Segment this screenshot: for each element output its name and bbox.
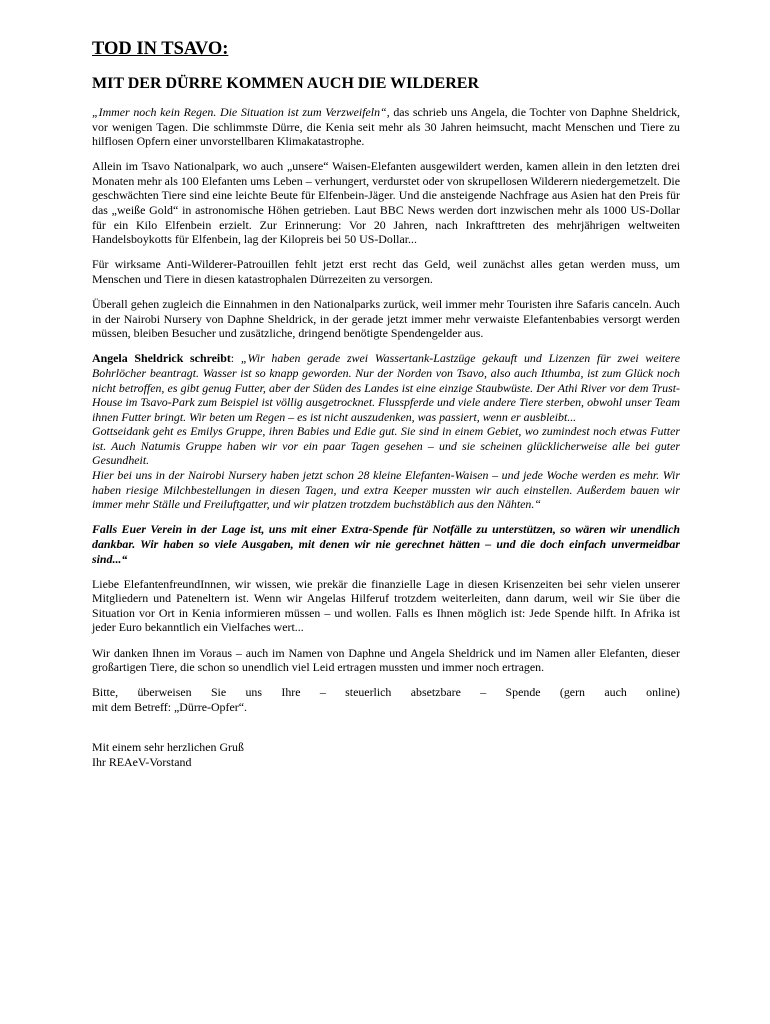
transfer-word: überweisen [137,685,192,700]
quote-colon: : [230,351,241,366]
transfer-word: online) [646,685,680,700]
page-subtitle: MIT DER DÜRRE KOMMEN AUCH DIE WILDERER [92,75,479,92]
transfer-word: steuerlich [345,685,392,700]
quote-speaker: Angela Sheldrick schreibt [92,351,231,366]
paragraph-thanks: Wir danken Ihnen im Voraus – auch im Namen von Daphne und Angela Sheldrick und im Namen aller Elefanten, dieser großartigen Tiere, die schon so unendlich viel Leid ertragen mussten und immer noch ertragen. [92,645,680,675]
transfer-word: absetzbare [410,685,461,700]
transfer-line-1 [92,685,680,700]
paragraph-transfer [92,685,680,714]
transfer-line-2: mit dem Betreff: „Dürre-Opfer“. [92,699,247,714]
transfer-word: auch [604,685,627,700]
paragraph-angela-quote-3: Hier bei uns in der Nairobi Nursery haben jetzt schon 28 kleine Elefanten-Waisen – und jede Woche werden es mehr. Wir haben riesige Milchbestellungen in diesen Tagen, und extra Keeper mussten wir auch einstellen. Außerdem bauen wir immer mehr Ställe und Freiluftgatter, und wir platzen trotzdem buchstäblich aus den Nähten.“ [92,468,680,512]
paragraph-intro [92,105,680,149]
transfer-word: uns [245,685,263,700]
transfer-word: Bitte, [92,685,119,700]
paragraph-tsavo: Allein im Tsavo Nationalpark, wo auch „unsere“ Waisen-Elefanten ausgewildert werden, kamen allein in den letzten drei Monaten mehr als 100 Elefanten ums Leben – verhungert, verdurstet oder von skrupellosen Wilderern niedergemetzelt. Die geschwächten Tiere sind eine leichte Beute für Elfenbein-Jäger. Und die ansteigende Nachfrage aus Asien hat den Preis für das „weiße Gold“ in astronomische Höhen getrieben. Laut BBC News werden dort inzwischen mehr als 1000 US-Dollar für ein Kilo Elfenbein erzielt. Zur Erinnerung: Vor 20 Jahren, nach Inkrafttreten des mehrjährigen weltweiten Handelsboykotts für Elfenbein, lag der Kilopreis bei 50 US-Dollar... [92,159,680,247]
transfer-word: – [480,685,487,700]
quote-part-1: „Wir haben gerade zwei Wassertank-Lastzüge gekauft und Lizenzen für zwei weitere Bohrlöcher beantragt. Wasser ist so knapp geworden. Nur der Norden von Tsavo, also auch Ithumba, ist zum Glück noch nicht betroffen, es gibt genug Futter, aber der Süden des Landes ist eine einzige Staubwüste. Der Athi River vor dem Trust-House im Tsavo-Park zum Beispiel ist völlig ausgetrocknet. Flusspferde und viele andere Tiere sterben, obwohl unser Team ihnen Futter bringt. Wir beten um Regen – es ist nicht auszudenken, was passiert, wenn er ausbleibt... [92,351,680,424]
closing-signature: Ihr REAeV-Vorstand [92,754,192,769]
transfer-word: Spende [505,685,541,700]
transfer-word: Sie [210,685,227,700]
paragraph-angela-quote [92,351,680,424]
closing-greeting: Mit einem sehr herzlichen Gruß [92,740,244,755]
page-title: TOD IN TSAVO: [92,39,229,59]
transfer-word: – [319,685,326,700]
intro-quote: „Immer noch kein Regen. Die Situation ist zum Verzweifeln“ [92,105,387,119]
intro-text: , das schrieb uns Angela, die Tochter von Daphne Sheldrick, vor wenigen Tagen. Die schlimmste Dürre, die Kenia seit mehr als 30 Jahren heimsucht, macht Menschen und Tiere zu hilflosen Opfern einer unvorstellbaren Klimakatastrophe. [92,105,681,149]
paragraph-income: Überall gehen zugleich die Einnahmen in den Nationalparks zurück, weil immer mehr Touristen ihre Safaris canceln. Auch in der Nairobi Nursery von Daphne Sheldrick, in der gerade jetzt immer mehr verwaiste Elefantenbabies versorgt werden müssen, bleiben Besucher und zusätzliche, dringend benötigte Spendengelder aus. [92,297,680,341]
paragraph-appeal: Falls Euer Verein in der Lage ist, uns mit einer Extra-Spende für Notfälle zu unterstützen, so wären wir unendlich dankbar. Wir haben so viele Ausgaben, mit denen wir nie gerechnet hätten – und die doch einfach unvermeidbar sind...“ [92,522,680,566]
paragraph-friends: Liebe ElefantenfreundInnen, wir wissen, wie prekär die finanzielle Lage in diesen Krisenzeiten bei sehr vielen unserer Mitgliedern und Pateneltern ist. Wenn wir Angelas Hilferuf trotzdem weiterleiten, dann darum, weil wir Sie über die Situation vor Ort in Kenia informieren müssen – und wollen. Falls es Ihnen möglich ist: Jede Spende hilft. In Afrika ist jeder Euro bekanntlich ein Vielfaches wert... [92,576,680,635]
paragraph-angela-quote-2: Gottseidank geht es Emilys Gruppe, ihren Babies und Edie gut. Sie sind in einem Gebiet, wo zumindest noch etwas Futter ist. Auch Natumis Gruppe haben wir vor ein paar Tagen gesehen – und sie scheinen glücklicherweise alle bei guter Gesundheit. [92,424,680,468]
letter-page [92,30,680,770]
paragraph-patrols: Für wirksame Anti-Wilderer-Patrouillen fehlt jetzt erst recht das Geld, weil zunächst alles getan werden muss, um Menschen und Tiere in diesen katastrophalen Dürrezeiten zu versorgen. [92,257,680,286]
transfer-word: Ihre [281,685,301,700]
transfer-word: (gern [559,685,585,700]
